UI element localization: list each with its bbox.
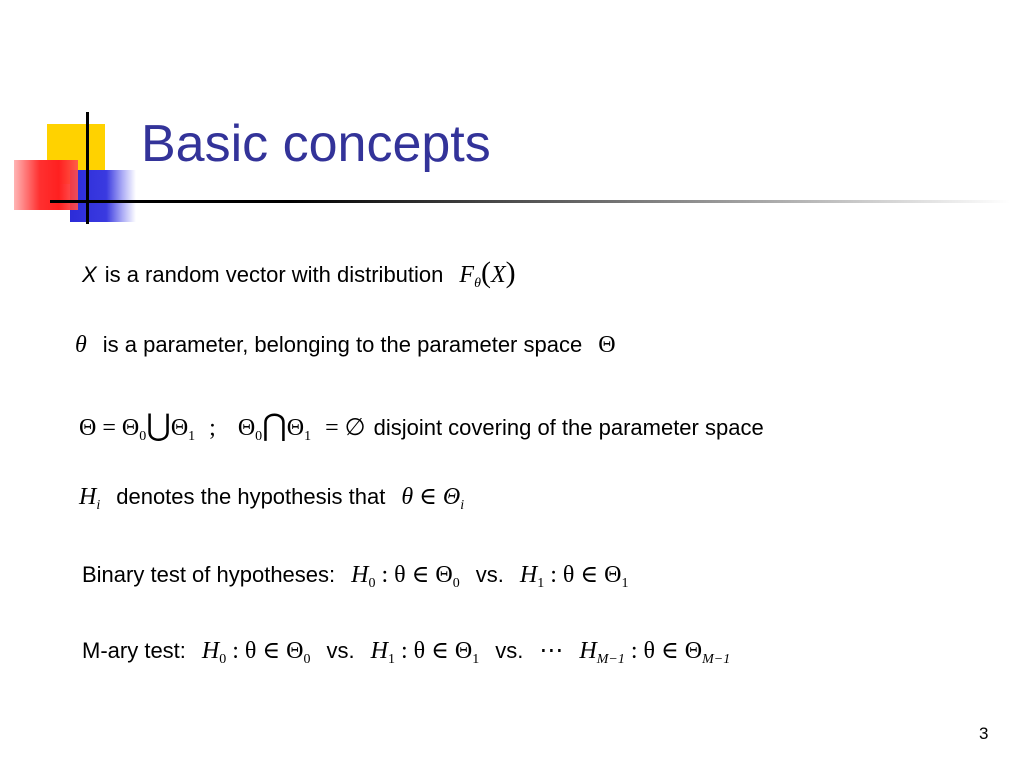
math-distribution: $F_\theta(X)$ [459,256,516,291]
line-binary-test-text: Binary test of hypotheses: [82,562,336,587]
line-random-vector [82,256,516,292]
math-hi: $H_i$ [79,484,101,513]
math-x: X [82,262,97,287]
line-mary-test-text: M-ary test: [82,638,186,663]
line-hypothesis [79,482,464,514]
vs-label: vs. [475,562,504,587]
line-binary-test [82,560,628,592]
logo-vertical-line [86,112,89,224]
logo-blue-square [70,170,136,222]
math-dots: ⋯ [539,638,564,664]
vs-label-1: vs. [326,638,355,663]
math-h0: $H_0$ : θ ∈ $\Theta_0$ [351,562,460,591]
math-mary-h1: $H_1$ : θ ∈ $\Theta_1$ [370,638,480,667]
line-disjoint-covering-text: disjoint covering of the parameter space [373,415,764,440]
page-number: 3 [979,724,989,743]
line-disjoint-covering [79,408,764,445]
math-parameter-space: Θ [598,332,616,358]
line-parameter-text: is a parameter, belonging to the parameter space [102,332,583,357]
math-theta-in-theta-i: θ ∈ $\Theta_i$ [401,484,465,513]
math-union: $\Theta = \Theta_0⋃\Theta_1$ ; $\Theta_0⋂\Theta_1$ = ∅ [79,409,366,444]
title-underline [50,200,1010,203]
vs-label-2: vs. [495,638,524,663]
math-mary-hm: $H_{M-1}$ : θ ∈ $\Theta_{M-1}$ [579,638,731,667]
slide-title: Basic concepts [141,115,491,173]
math-theta: θ [75,332,87,358]
line-mary-test [82,636,730,668]
line-parameter [75,332,616,359]
line-random-vector-text: is a random vector with distribution [104,262,444,287]
math-mary-h0: $H_0$ : θ ∈ $\Theta_0$ [201,638,311,667]
math-h1: $H_1$ : θ ∈ $\Theta_1$ [519,562,629,591]
line-hypothesis-text: denotes the hypothesis that [116,484,386,509]
